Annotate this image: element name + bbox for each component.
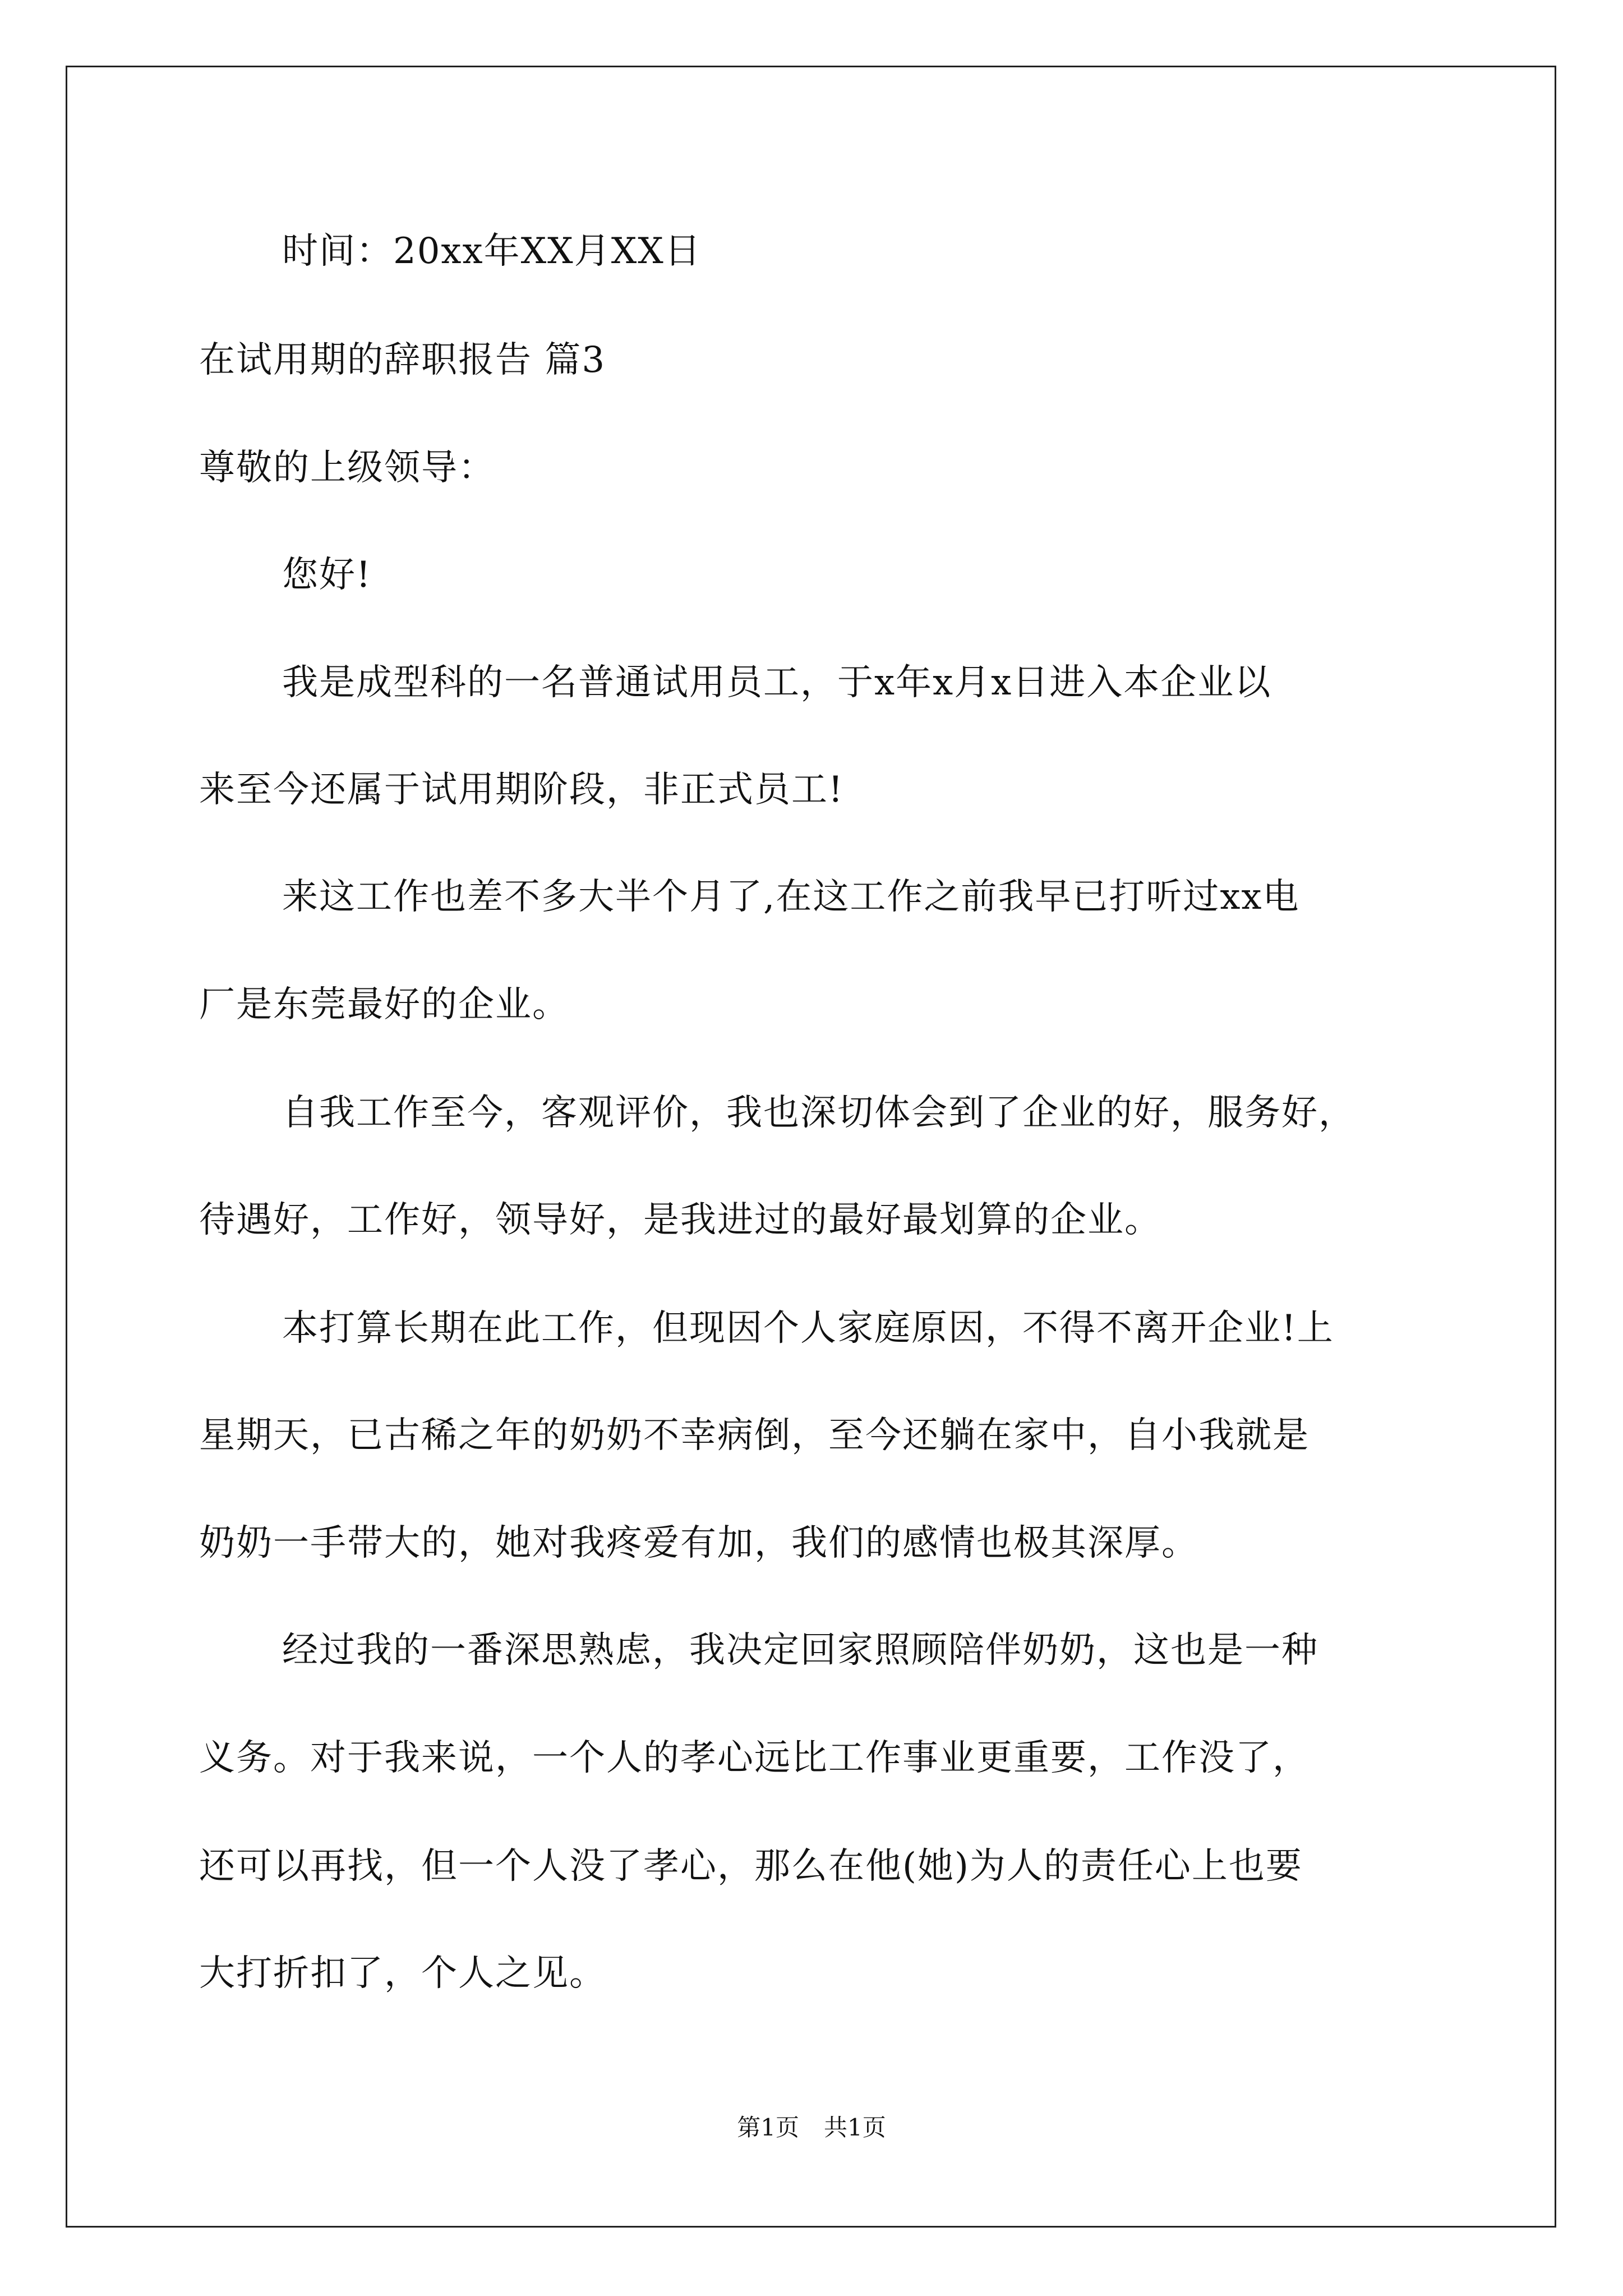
page-total: 共1页 — [824, 2114, 886, 2141]
paragraph-line: 星期天，已古稀之年的奶奶不幸病倒，至今还躺在家中，自小我就是 — [199, 1415, 1310, 1456]
page-frame — [66, 66, 1556, 2228]
section-heading: 在试用期的辞职报告 篇3 — [199, 339, 606, 381]
paragraph-line: 自我工作至今，客观评价，我也深切体会到了企业的好，服务好， — [282, 1092, 1355, 1134]
paragraph-line: 待遇好，工作好，领导好，是我进过的最好最划算的企业。 — [199, 1199, 1161, 1241]
paragraph-line: 我是成型科的一名普通试用员工，于x年x月x日进入本企业以 — [282, 662, 1272, 703]
page-number: 第1页 — [737, 2114, 799, 2141]
paragraph-line: 奶奶一手带大的，她对我疼爱有加，我们的感情也极其深厚。 — [199, 1522, 1198, 1564]
paragraph-line: 还可以再找，但一个人没了孝心，那么在他(她)为人的责任心上也要 — [199, 1846, 1303, 1887]
paragraph-line: 大打折扣了，个人之见。 — [199, 1953, 606, 1994]
date-line: 时间：20xx年XX月XX日 — [282, 231, 702, 272]
greeting: 您好! — [282, 554, 372, 596]
paragraph-line: 本打算长期在此工作，但现因个人家庭原因，不得不离开企业!上 — [282, 1308, 1334, 1349]
paragraph-line: 厂是东莞最好的企业。 — [199, 984, 569, 1025]
page-footer — [0, 2116, 1623, 2139]
paragraph-line: 经过我的一番深思熟虑，我决定回家照顾陪伴奶奶，这也是一种 — [282, 1630, 1318, 1671]
paragraph-line: 来这工作也差不多大半个月了,在这工作之前我早已打听过xx电 — [282, 876, 1300, 918]
paragraph-line: 来至今还属于试用期阶段，非正式员工! — [199, 769, 844, 811]
paragraph-line: 义务。对于我来说，一个人的孝心远比工作事业更重要，工作没了， — [199, 1737, 1310, 1779]
salutation: 尊敬的上级领导： — [199, 447, 495, 489]
